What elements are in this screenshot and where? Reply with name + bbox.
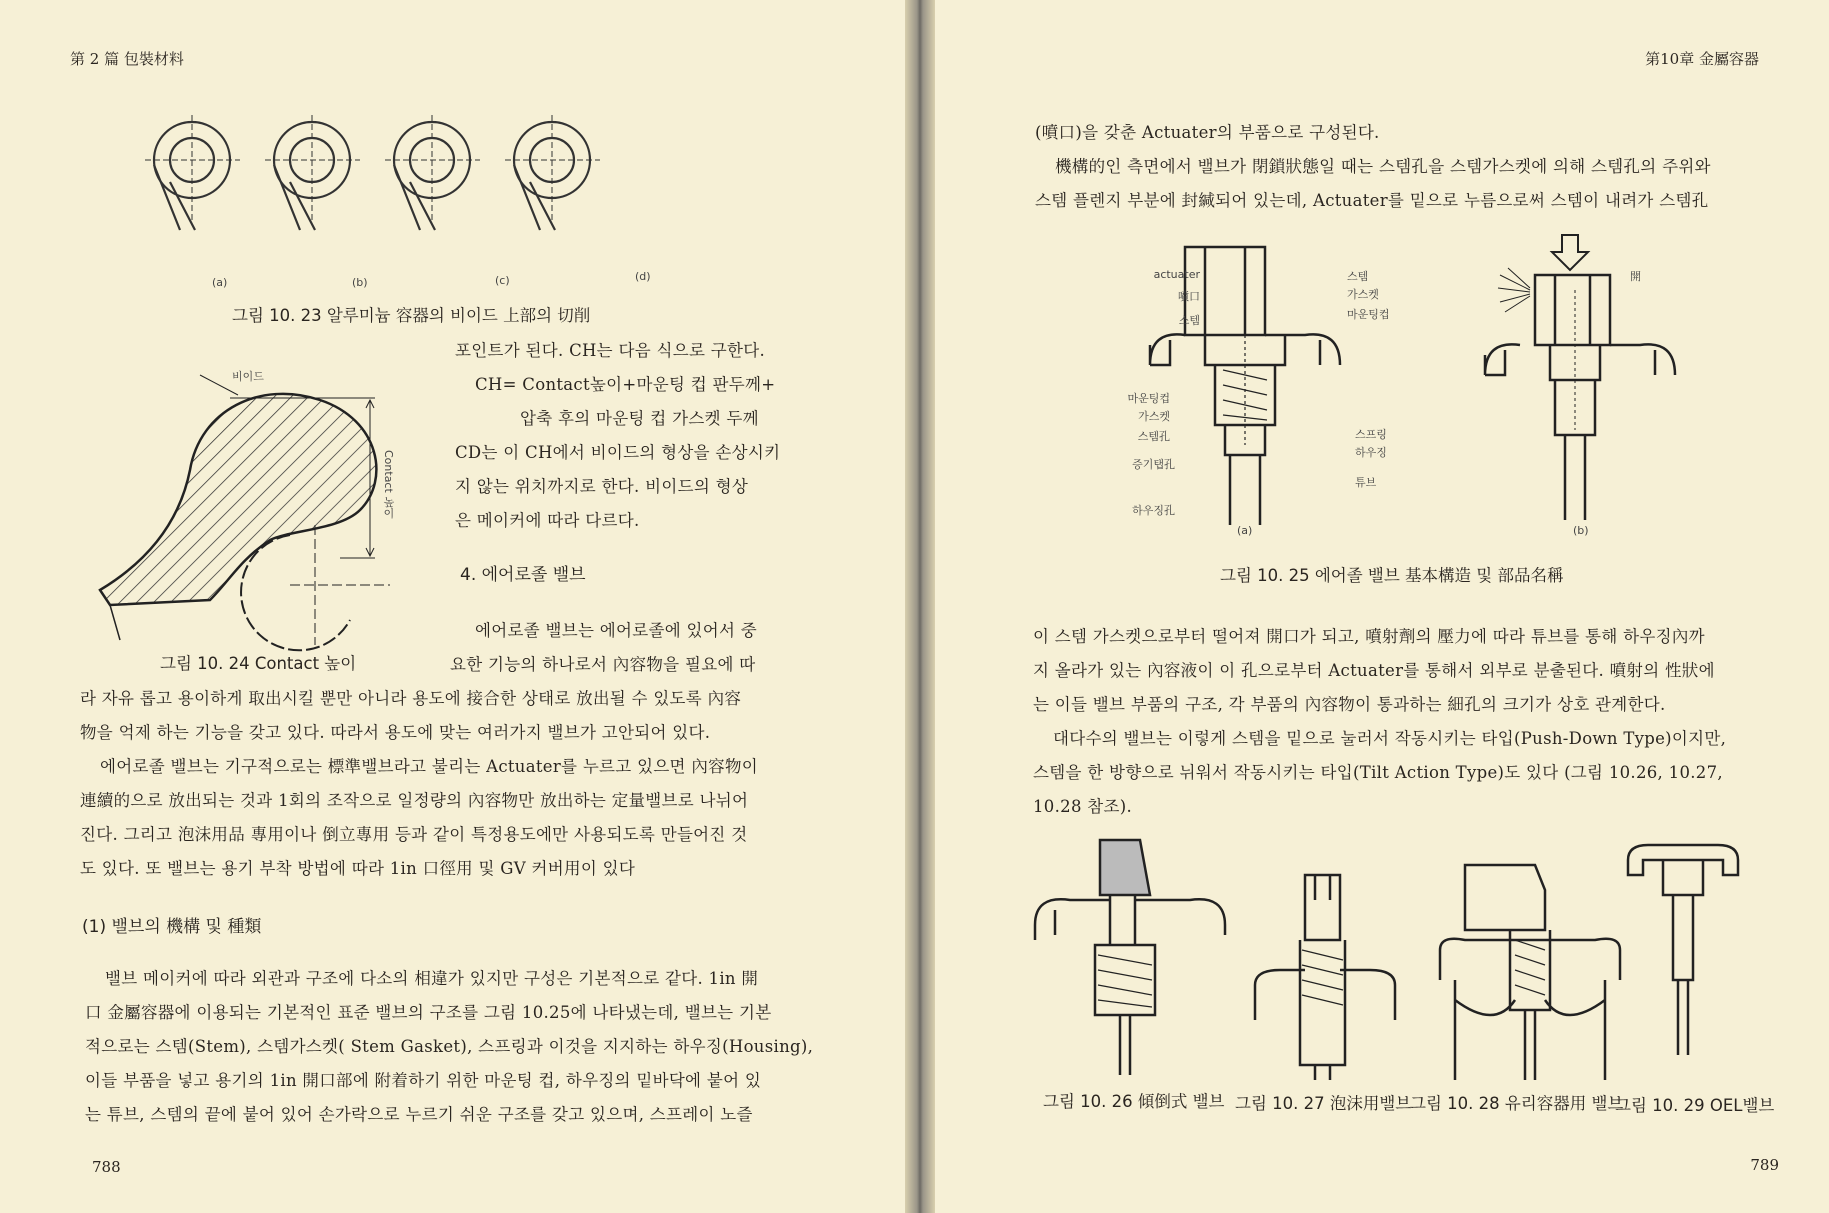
figure-10-27-foam-valve xyxy=(1250,870,1400,1080)
figure-10-23-bead-cutting xyxy=(140,110,620,250)
text-line: 대다수의 밸브는 이렇게 스템을 밑으로 눌러서 작동시키는 타입(Push-Down Type)이지만, xyxy=(1053,729,1727,748)
fig25-label-open: 開 xyxy=(1630,270,1641,283)
fig25-label: actuater xyxy=(1153,268,1200,281)
text-line: 밸브 메이커에 따라 외관과 구조에 다소의 相違가 있지만 구성은 기본적으로 같다. 1in 開 xyxy=(105,969,759,988)
book-gutter xyxy=(905,0,935,1213)
text-line: 은 메이커에 따라 다르다. xyxy=(455,511,640,530)
fig24-label-bead: 비이드 xyxy=(232,370,264,383)
figure-10-24-contact-height xyxy=(90,360,420,650)
fig23-caption: 그림 10. 23 알루미늄 容器의 비이드 上部의 切削 xyxy=(232,306,591,325)
fig25-label: 스템 xyxy=(1347,270,1369,283)
text-line: 10.28 참조). xyxy=(1033,797,1133,816)
fig26-caption: 그림 10. 26 傾倒式 밸브 xyxy=(1043,1092,1225,1111)
fig25-label: 마운팅컵 xyxy=(1347,308,1390,321)
text-line: 스템을 한 방향으로 뉘워서 작동시키는 타입(Tilt Action Type)도 있다 (그림 10.26, 10.27, xyxy=(1033,763,1723,782)
fig25-label: 스템 xyxy=(1178,314,1200,327)
fig25-label: 가스켓 xyxy=(1347,288,1379,301)
figure-10-28-glass-container-valve xyxy=(1435,860,1625,1080)
text-line: 連續的으로 放出되는 것과 1회의 조작으로 일정량의 內容物만 放出하는 定量밸브로 나뉘어 xyxy=(80,791,749,810)
text-line: (噴口)을 갖춘 Actuater의 부품으로 구성된다. xyxy=(1035,123,1380,142)
fig25-label: 스템孔 xyxy=(1137,430,1170,443)
text-line: 口 金屬容器에 이용되는 기본적인 표준 밸브의 구조를 그림 10.25에 나타냈는데, 밸브는 기본 xyxy=(85,1003,772,1022)
fig25-label: 가스켓 xyxy=(1138,410,1170,423)
text-line: 진다. 그리고 泡沫用品 專用이나 倒立專用 등과 같이 특정용도에만 사용되도록 만들어진 것 xyxy=(80,825,748,844)
fig25-label: 튜브 xyxy=(1355,476,1377,489)
running-header-left: 第 2 篇 包裝材料 xyxy=(70,50,184,68)
fig23-sublabel-b: (b) xyxy=(352,276,368,289)
page-number-right: 789 xyxy=(1750,1156,1779,1174)
text-line: 에어로졸 밸브는 에어로졸에 있어서 중 xyxy=(475,621,758,640)
text-line: 機構的인 측면에서 밸브가 閉鎖狀態일 때는 스템孔을 스템가스켓에 의해 스템孔의 주위와 xyxy=(1055,157,1711,176)
paragraph-1 xyxy=(80,682,758,886)
fig25-sublabel-b: (b) xyxy=(1573,524,1589,537)
bead-profile-a xyxy=(145,115,240,230)
text-line: 에어로졸 밸브는 기구적으로는 標準밸브라고 불리는 Actuater를 누르고 있으면 內容物이 xyxy=(100,757,758,776)
text-line: 物을 억제 하는 기능을 갖고 있다. 따라서 용도에 맞는 여러가지 밸브가 고안되어 있다. xyxy=(80,723,711,742)
fig25-label: 噴口 xyxy=(1178,290,1200,303)
text-line: 압축 후의 마운팅 컵 가스켓 두께 xyxy=(520,409,759,428)
text-line: 는 이들 밸브 부품의 구조, 각 부품의 內容物이 통과하는 細孔의 크기가 상호 관계한다. xyxy=(1033,695,1666,714)
bead-profile-b xyxy=(265,115,360,230)
fig25-label: 마운팅컵 xyxy=(1127,392,1170,405)
text-line: 이 스템 가스켓으로부터 떨어져 開口가 되고, 噴射劑의 壓力에 따라 튜브를 통해 하우징內까 xyxy=(1033,627,1705,646)
formula-block xyxy=(455,334,780,538)
fig25-label: 하우징 xyxy=(1355,446,1387,459)
text-line: 적으로는 스템(Stem), 스템가스켓( Stem Gasket), 스프링과 이것을 지지하는 하우징(Housing), xyxy=(85,1037,814,1056)
paragraph-2 xyxy=(85,962,813,1132)
text-line: 는 튜브, 스템의 끝에 붙어 있어 손가락으로 누르기 쉬운 구조를 갖고 있으며, 스프레이 노즐 xyxy=(85,1105,753,1124)
figure-10-25b-valve-open xyxy=(1480,230,1680,520)
subsection-title: (1) 밸브의 機構 및 種類 xyxy=(82,917,262,937)
fig25-caption: 그림 10. 25 에어졸 밸브 基本構造 및 部品名稱 xyxy=(1220,566,1564,585)
figure-10-26-tilt-valve xyxy=(1030,835,1230,1075)
left-page xyxy=(0,0,905,1213)
fig27-caption: 그림 10. 27 泡沫用밸브 xyxy=(1235,1094,1412,1113)
text-line: CH= Contact높이+마운팅 컵 판두께+ xyxy=(475,375,776,394)
section-4-title: 4. 에어로졸 밸브 xyxy=(460,565,586,585)
paragraph-1-partial xyxy=(450,614,758,682)
text-line: 포인트가 된다. CH는 다음 식으로 구한다. xyxy=(455,341,766,360)
fig25-label: 스프링 xyxy=(1355,428,1387,441)
figure-10-25a-valve-closed xyxy=(1145,245,1345,525)
text-line: 지 올라가 있는 內容液이 이 孔으로부터 Actuater를 통해서 외부로 분출된다. 噴射의 性狀에 xyxy=(1033,661,1715,680)
fig25-sublabel-a: (a) xyxy=(1237,524,1253,537)
bead-profile-c xyxy=(385,115,480,230)
text-line: 도 있다. 또 밸브는 용기 부착 방법에 따라 1in 口徑用 및 GV 커버用이 있다 xyxy=(80,859,636,878)
fig23-sublabel-d: (d) xyxy=(635,270,651,283)
fig23-sublabel-c: (c) xyxy=(495,274,510,287)
right-page xyxy=(935,0,1829,1213)
text-line: 라 자유 롭고 용이하게 取出시킬 뿐만 아니라 용도에 接合한 상태로 放出될 수 있도록 內容 xyxy=(80,689,742,708)
fig29-caption: 그림 10. 29 OEL밸브 xyxy=(1615,1096,1775,1115)
running-header-right: 第10章 金屬容器 xyxy=(1645,50,1759,68)
fig25-label: 증기탭孔 xyxy=(1132,458,1175,471)
text-line: 이들 부품을 넣고 용기의 1in 開口部에 附着하기 위한 마운팅 컵, 하우징의 밑바닥에 붙어 있 xyxy=(85,1071,762,1090)
text-line: CD는 이 CH에서 비이드의 형상을 손상시키 xyxy=(455,443,781,462)
fig28-caption: 그림 10. 28 유리容器用 밸브 xyxy=(1410,1094,1624,1113)
paragraph-top xyxy=(1035,116,1711,218)
page-number-left: 788 xyxy=(92,1158,121,1176)
text-line: 스템 플렌지 부분에 封緘되어 있는데, Actuater를 밑으로 누름으로써 스템이 내려가 스템孔 xyxy=(1035,191,1709,210)
bead-profile-d xyxy=(505,115,600,230)
paragraph-mid xyxy=(1033,620,1726,824)
fig24-caption: 그림 10. 24 Contact 높이 xyxy=(160,654,357,673)
fig24-label-height: Contact 높이 xyxy=(382,450,395,519)
fig23-sublabel-a: (a) xyxy=(212,276,228,289)
fig25-label: 하우징孔 xyxy=(1132,504,1175,517)
text-line: 요한 기능의 하나로서 內容物을 필요에 따 xyxy=(450,655,756,674)
figure-10-29-oel-valve xyxy=(1623,840,1743,1055)
text-line: 지 않는 위치까지로 한다. 비이드의 형상 xyxy=(455,477,749,496)
